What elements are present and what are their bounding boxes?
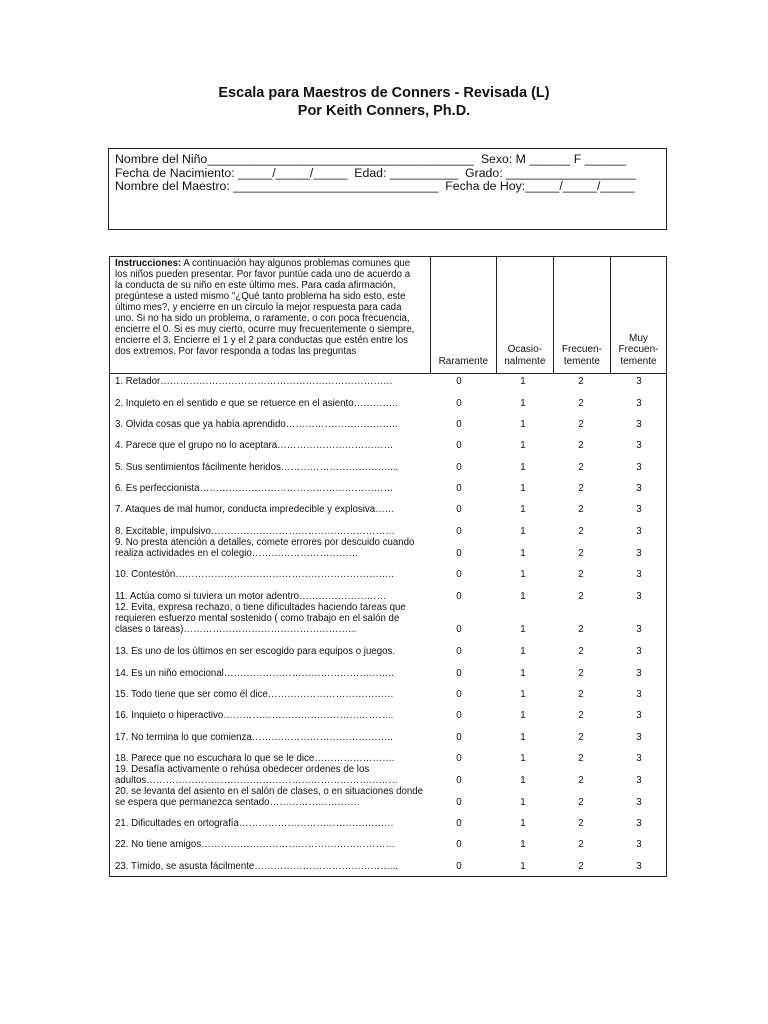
rating-option-1[interactable]: 1 xyxy=(520,775,526,786)
rating-option-2[interactable]: 2 xyxy=(578,753,584,764)
rating-option-2[interactable]: 2 xyxy=(578,483,584,494)
question-row xyxy=(110,786,666,808)
table-header xyxy=(110,257,666,374)
question-row xyxy=(110,483,666,494)
rating-option-3[interactable]: 3 xyxy=(636,710,642,721)
rating-option-2[interactable]: 2 xyxy=(578,440,584,451)
question-row xyxy=(110,569,666,580)
rating-option-1[interactable]: 1 xyxy=(520,483,526,494)
rating-option-1[interactable]: 1 xyxy=(520,818,526,829)
question-text: 19. Desafía activamente o rehúsa obedecer ordenes de los adultos…………………………………………………………………… xyxy=(115,764,399,786)
question-text: 11. Actúa como si tuviera un motor adentro……………………… xyxy=(115,591,387,602)
question-row xyxy=(110,526,666,537)
rating-option-2[interactable]: 2 xyxy=(578,376,584,387)
rating-option-0[interactable]: 0 xyxy=(456,797,462,808)
rating-option-2[interactable]: 2 xyxy=(578,462,584,473)
column-header-raramente: Raramente xyxy=(430,257,497,373)
question-row xyxy=(110,689,666,700)
rating-option-2[interactable]: 2 xyxy=(578,419,584,430)
rating-option-3[interactable]: 3 xyxy=(636,689,642,700)
question-row xyxy=(110,419,666,430)
rating-option-3[interactable]: 3 xyxy=(636,462,642,473)
question-list xyxy=(110,374,666,876)
rating-option-2[interactable]: 2 xyxy=(578,398,584,409)
rating-option-1[interactable]: 1 xyxy=(520,668,526,679)
rating-option-2[interactable]: 2 xyxy=(578,591,584,602)
rating-option-3[interactable]: 3 xyxy=(636,646,642,657)
question-row xyxy=(110,861,666,872)
rating-option-1[interactable]: 1 xyxy=(520,569,526,580)
question-text: 15. Todo tiene que ser como él dice………………………………… xyxy=(115,689,394,700)
rating-option-1[interactable]: 1 xyxy=(520,624,526,635)
rating-option-3[interactable]: 3 xyxy=(636,775,642,786)
question-text: 22. No tiene amigos…………………………………………………… xyxy=(115,839,395,850)
rating-option-1[interactable]: 1 xyxy=(520,839,526,850)
rating-option-3[interactable]: 3 xyxy=(636,569,642,580)
document-author: Por Keith Conners, Ph.D. xyxy=(297,103,471,119)
rating-option-2[interactable]: 2 xyxy=(578,526,584,537)
question-text: 13. Es uno de los últimos en ser escogido para equipos o juegos. xyxy=(115,646,396,657)
rating-option-3[interactable]: 3 xyxy=(636,861,642,872)
question-row xyxy=(110,818,666,829)
rating-option-1[interactable]: 1 xyxy=(520,419,526,430)
rating-option-0[interactable]: 0 xyxy=(456,839,462,850)
question-text: 14. Es un niño emocional…………………………………………….. xyxy=(115,668,394,679)
question-text: 3. Olvida cosas que ya había aprendido…………………………….. xyxy=(115,419,398,430)
question-text: 9. No presta atención a detalles, comete errores por descuido cuando realiza actividades en el colegio…………………………… xyxy=(115,537,415,559)
question-text: 8. Excitable, impulsivo………………………………………………… xyxy=(115,526,395,537)
rating-option-1[interactable]: 1 xyxy=(520,732,526,743)
rating-option-3[interactable]: 3 xyxy=(636,818,642,829)
column-header-frecuentemente: Frecuen- temente xyxy=(554,257,611,373)
rating-option-0[interactable]: 0 xyxy=(456,646,462,657)
rating-option-1[interactable]: 1 xyxy=(520,376,526,387)
rating-option-0[interactable]: 0 xyxy=(456,569,462,580)
instructions xyxy=(110,257,421,373)
column-header-ocasionalmente: Ocasio- nalmente xyxy=(497,257,554,373)
question-row xyxy=(110,839,666,850)
rating-option-2[interactable]: 2 xyxy=(578,818,584,829)
rating-option-2[interactable]: 2 xyxy=(578,775,584,786)
question-text: 6. Es perfeccionista…………………………………………………… xyxy=(115,483,394,494)
rating-option-0[interactable]: 0 xyxy=(456,483,462,494)
question-row xyxy=(110,732,666,743)
question-text: 21. Dificultades en ortografía………………………………………… xyxy=(115,818,394,829)
question-row xyxy=(110,462,666,473)
rating-option-0[interactable]: 0 xyxy=(456,668,462,679)
column-header-muy-frecuentemente: Muy Frecuen- temente xyxy=(618,332,659,367)
rating-option-2[interactable]: 2 xyxy=(578,646,584,657)
rating-option-3[interactable]: 3 xyxy=(636,526,642,537)
rating-option-1[interactable]: 1 xyxy=(520,797,526,808)
rating-option-0[interactable]: 0 xyxy=(456,376,462,387)
rating-option-0[interactable]: 0 xyxy=(456,775,462,786)
rating-option-0[interactable]: 0 xyxy=(456,710,462,721)
rating-option-3[interactable]: 3 xyxy=(636,440,642,451)
question-row xyxy=(110,602,666,635)
rating-option-1[interactable]: 1 xyxy=(520,548,526,559)
rating-option-0[interactable]: 0 xyxy=(456,548,462,559)
rating-option-3[interactable]: 3 xyxy=(636,419,642,430)
question-row xyxy=(110,440,666,451)
rating-option-2[interactable]: 2 xyxy=(578,668,584,679)
question-text: 5. Sus sentimientos fácilmente heridos…………………………….... xyxy=(115,462,399,473)
question-row xyxy=(110,657,666,679)
rating-option-2[interactable]: 2 xyxy=(578,624,584,635)
question-row xyxy=(110,537,666,559)
rating-option-3[interactable]: 3 xyxy=(636,548,642,559)
rating-option-0[interactable]: 0 xyxy=(456,419,462,430)
question-row xyxy=(110,764,666,786)
rating-option-1[interactable]: 1 xyxy=(520,440,526,451)
rating-option-1[interactable]: 1 xyxy=(520,398,526,409)
rating-option-2[interactable]: 2 xyxy=(578,839,584,850)
rating-option-0[interactable]: 0 xyxy=(456,526,462,537)
question-text: 20. se levanta del asiento en el salón de clases, o en situaciones donde se espera que permanezca sentado………………………. xyxy=(115,786,424,808)
child-name-line[interactable]: Nombre del Niño_______________________________________ Sexo: M ______ F ______ xyxy=(115,152,626,166)
rating-option-1[interactable]: 1 xyxy=(520,689,526,700)
rating-option-2[interactable]: 2 xyxy=(578,732,584,743)
rating-option-0[interactable]: 0 xyxy=(456,504,462,515)
rating-option-2[interactable]: 2 xyxy=(578,797,584,808)
rating-option-1[interactable]: 1 xyxy=(520,646,526,657)
question-text: 23. Tímido, se asusta fácilmente……………………………………... xyxy=(115,861,398,872)
rating-option-2[interactable]: 2 xyxy=(578,710,584,721)
rating-option-3[interactable]: 3 xyxy=(636,398,642,409)
rating-option-1[interactable]: 1 xyxy=(520,526,526,537)
rating-option-3[interactable]: 3 xyxy=(636,624,642,635)
rating-option-1[interactable]: 1 xyxy=(520,462,526,473)
rating-option-0[interactable]: 0 xyxy=(456,398,462,409)
question-row xyxy=(110,591,666,602)
question-text: 18. Parece que no escuchara lo que se le dice……………………. xyxy=(115,753,395,764)
question-text: 17. No termina lo que comienza…………………………………….. xyxy=(115,732,393,743)
rating-option-3[interactable]: 3 xyxy=(636,376,642,387)
teacher-line[interactable]: Nombre del Maestro: ______________________________ Fecha de Hoy:_____/_____/_____ xyxy=(115,179,635,193)
rating-option-0[interactable]: 0 xyxy=(456,861,462,872)
rating-option-3[interactable]: 3 xyxy=(636,753,642,764)
rating-option-1[interactable]: 1 xyxy=(520,591,526,602)
question-row xyxy=(110,504,666,515)
question-text: 16. Inquieto o hiperactivo…………………………………………….. xyxy=(115,710,394,721)
rating-option-1[interactable]: 1 xyxy=(520,753,526,764)
rating-option-1[interactable]: 1 xyxy=(520,504,526,515)
rating-option-3[interactable]: 3 xyxy=(636,483,642,494)
instructions-text: A continuación hay algunos problemas comunes que los niños pueden presentar. Por favor puntúe cada uno de acuerdo a la conducta de su niño en este último mes. Para cada afirmación, pregúntese a usted mismo "¿Qué tanto problema ha sido esto, este último mes?, y encierre en un círculo la mejor respuesta para cada uno. Si no ha sido un problema, o raramente, o con poca frecuencia, encierre el 0. Si es muy cierto, ocurre muy frecuentemente o siempre, encierre el 3. Encierre el 1 y el 2 para conductas que estén entre los dos extremos. Por favor responda a todas las preguntas xyxy=(115,258,415,357)
rating-option-2[interactable]: 2 xyxy=(578,504,584,515)
rating-table xyxy=(109,256,667,877)
rating-option-3[interactable]: 3 xyxy=(636,732,642,743)
rating-option-0[interactable]: 0 xyxy=(456,462,462,473)
document-header xyxy=(0,84,768,120)
rating-option-1[interactable]: 1 xyxy=(520,710,526,721)
rating-option-3[interactable]: 3 xyxy=(636,591,642,602)
rating-option-3[interactable]: 3 xyxy=(636,668,642,679)
rating-option-2[interactable]: 2 xyxy=(578,548,584,559)
child-info-box xyxy=(108,148,667,230)
rating-option-2[interactable]: 2 xyxy=(578,569,584,580)
question-row xyxy=(110,710,666,721)
question-text: 1. Retador……………………………………………………………… xyxy=(115,376,393,387)
rating-option-0[interactable]: 0 xyxy=(456,591,462,602)
rating-option-3[interactable]: 3 xyxy=(636,839,642,850)
question-row xyxy=(110,646,666,657)
rating-option-2[interactable]: 2 xyxy=(578,861,584,872)
rating-option-0[interactable]: 0 xyxy=(456,440,462,451)
question-text: 2. Inquieto en el sentido e que se retuerce en el asiento………….. xyxy=(115,398,398,409)
rating-option-3[interactable]: 3 xyxy=(636,504,642,515)
rating-option-0[interactable]: 0 xyxy=(456,732,462,743)
instructions-label: Instrucciones: xyxy=(115,258,182,269)
question-text: 7. Ataques de mal humor, conducta impredecible y explosiva…… xyxy=(115,504,395,515)
question-text: 10. Contestón………………………………………………………….. xyxy=(115,569,394,580)
question-text: 12. Evita, expresa rechazo, o tiene dificultades haciendo tareas que requieren esfuerzo mental sostenido ( como trabajo en el salón de clases o tareas)……………………………………………... xyxy=(115,602,406,635)
question-text: 4. Parece que el grupo no lo aceptara……………………………… xyxy=(115,440,394,451)
birthdate-line[interactable]: Fecha de Nacimiento: _____/_____/_____ Edad: __________ Grado: ___________________ xyxy=(115,165,637,180)
rating-option-0[interactable]: 0 xyxy=(456,818,462,829)
question-row xyxy=(110,753,666,764)
rating-option-1[interactable]: 1 xyxy=(520,861,526,872)
question-row xyxy=(110,398,666,409)
rating-option-0[interactable]: 0 xyxy=(456,624,462,635)
rating-option-2[interactable]: 2 xyxy=(578,689,584,700)
question-row xyxy=(110,376,666,387)
rating-option-0[interactable]: 0 xyxy=(456,689,462,700)
rating-option-0[interactable]: 0 xyxy=(456,753,462,764)
document-title: Escala para Maestros de Conners - Revisada (L) xyxy=(218,85,550,101)
rating-option-3[interactable]: 3 xyxy=(636,797,642,808)
